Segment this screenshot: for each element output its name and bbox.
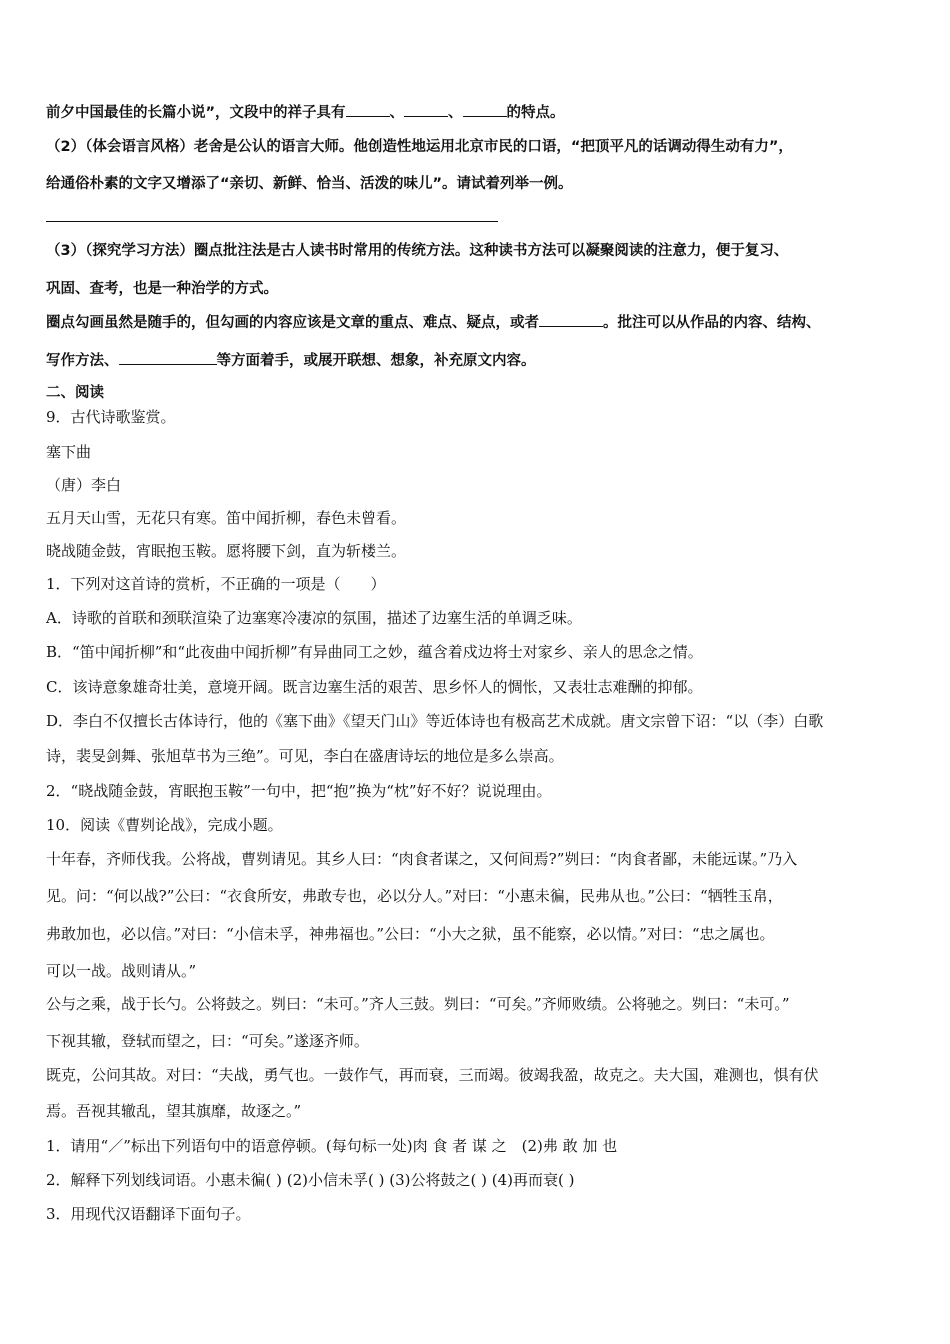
question-1-text: 前夕中国最佳的长篇小说”，文段中的祥子具有 bbox=[46, 105, 346, 121]
question-2-line-1: （2）（体会语言风格）老舍是公认的语言大师。他创造性地运用北京市民的口语，“把顶平凡的话调动得生动有力”， bbox=[46, 139, 793, 155]
option-a: A．诗歌的首联和颈联渲染了边塞寒冷凄凉的氛围，描述了边塞生活的单调乏味。 bbox=[46, 609, 582, 627]
question-1-text-end: 的特点。 bbox=[506, 105, 565, 121]
question-1-tail-line bbox=[46, 102, 565, 123]
separator: 、 bbox=[448, 105, 463, 121]
question-3-text: 。批注可以从作品的内容、结构、 bbox=[603, 315, 821, 331]
passage-line-3: 弗敢加也，必以信。”对曰：“小信未孚，神弗福也。”公曰：“小大之狱，虽不能察，必以情。”对曰：“忠之属也。 bbox=[46, 925, 775, 943]
passage-line-7: 既克，公问其故。对曰：“夫战，勇气也。一鼓作气，再而衰，三而竭。彼竭我盈，故克之。夫大国，难测也，惧有伏 bbox=[46, 1066, 819, 1084]
section-heading: 二、阅读 bbox=[46, 385, 104, 401]
question-10-2: 2．解释下列划线词语。小惠未徧( ) (2)小信未孚( ) (3)公将鼓之( ) (4)再而衰( ) bbox=[46, 1171, 575, 1189]
passage-line-4: 可以一战。战则请从。” bbox=[46, 962, 197, 980]
poem-title: 塞下曲 bbox=[46, 443, 92, 461]
option-c: C．该诗意象雄奇壮美，意境开阔。既言边塞生活的艰苦、思乡怀人的惆怅，又表壮志难酬的抑郁。 bbox=[46, 678, 703, 696]
poem-author: （唐）李白 bbox=[46, 476, 122, 494]
passage-line-8: 焉。吾视其辙乱，望其旗靡，故逐之。” bbox=[46, 1102, 302, 1120]
passage-line-5: 公与之乘，战于长勺。公将鼓之。刿曰：“未可。”齐人三鼓。刿曰：“可矣。”齐师败绩。公将驰之。刿曰：“未可。” bbox=[46, 995, 790, 1013]
question-3-line-3 bbox=[46, 312, 821, 333]
question-3-text: 写作方法、 bbox=[46, 353, 119, 369]
passage-line-2: 见。问：“何以战?”公曰：“衣食所安，弗敢专也，必以分人。”对曰：“小惠未徧，民弗从也。”公曰：“牺牲玉帛， bbox=[46, 887, 783, 905]
answer-blank[interactable] bbox=[119, 350, 217, 365]
option-d-line-1: D．李白不仅擅长古体诗行，他的《塞下曲》《望天门山》等近体诗也有极高艺术成就。唐文宗曾下诏：“以（李）白歌 bbox=[46, 712, 824, 730]
question-3-line-4 bbox=[46, 350, 536, 371]
question-10-1: 1．请用“／”标出下列语句中的语意停顿。(每句标一处)肉 食 者 谋 之 (2)弗 敢 加 也 bbox=[46, 1137, 618, 1155]
question-2-line-2: 给通俗朴素的文字又增添了“亲切、新鲜、恰当、活泼的味儿”。请试着列举一例。 bbox=[46, 176, 573, 192]
question-3-line-2: 巩固、查考，也是一种治学的方式。 bbox=[46, 281, 278, 297]
question-10-title: 10．阅读《曹刿论战》，完成小题。 bbox=[46, 816, 283, 834]
question-9-2: 2．“晓战随金鼓，宵眠抱玉鞍”一句中，把“抱”换为“枕”好不好？说说理由。 bbox=[46, 782, 552, 800]
answer-blank[interactable] bbox=[463, 102, 507, 117]
passage-line-6: 下视其辙，登轼而望之，曰：“可矣。”遂逐齐师。 bbox=[46, 1032, 369, 1050]
answer-blank[interactable] bbox=[539, 312, 603, 327]
question-9-1: 1．下列对这首诗的赏析，不正确的一项是（ ） bbox=[46, 575, 386, 593]
question-10-3: 3．用现代汉语翻译下面句子。 bbox=[46, 1205, 251, 1223]
separator: 、 bbox=[389, 105, 405, 121]
answer-blank[interactable] bbox=[346, 102, 390, 117]
question-3-line-1: （3）（探究学习方法）圈点批注法是古人读书时常用的传统方法。这种读书方法可以凝聚阅读的注意力，便于复习、 bbox=[46, 243, 789, 259]
answer-line[interactable] bbox=[46, 221, 498, 222]
passage-line-1: 十年春，齐师伐我。公将战，曹刿请见。其乡人曰：“肉食者谋之，又何间焉?”刿曰：“肉食者鄙，未能远谋。”乃入 bbox=[46, 850, 798, 868]
poem-line-2: 晓战随金鼓，宵眠抱玉鞍。愿将腰下剑，直为斩楼兰。 bbox=[46, 542, 407, 560]
option-b: B．“笛中闻折柳”和“此夜曲中闻折柳”有异曲同工之妙，蕴含着戍边将士对家乡、亲人的思念之情。 bbox=[46, 643, 703, 661]
poem-line-1: 五月天山雪，无花只有寒。笛中闻折柳，春色未曾看。 bbox=[46, 509, 407, 527]
question-9-title: 9．古代诗歌鉴赏。 bbox=[46, 408, 176, 426]
answer-blank[interactable] bbox=[404, 102, 448, 117]
question-3-text: 等方面着手，或展开联想、想象，补充原文内容。 bbox=[216, 353, 536, 369]
option-d-line-2: 诗，裴旻剑舞、张旭草书为三绝”。可见，李白在盛唐诗坛的地位是多么崇高。 bbox=[46, 747, 564, 765]
question-3-text: 圈点勾画虽然是随手的，但勾画的内容应该是文章的重点、难点、疑点，或者 bbox=[46, 315, 539, 331]
